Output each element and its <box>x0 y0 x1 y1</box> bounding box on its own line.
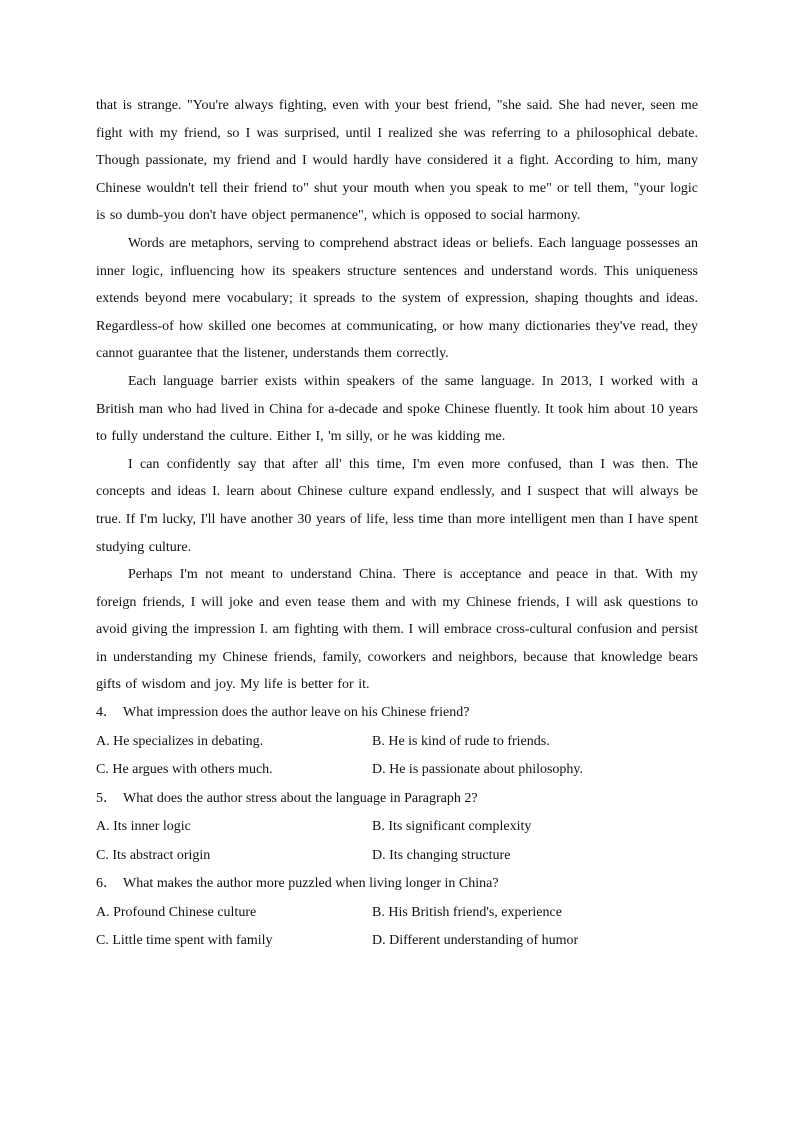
question-4 <box>96 699 698 785</box>
question-stem <box>96 870 698 899</box>
paragraph-2: Words are metaphors, serving to comprehend abstract ideas or beliefs. Each language possesses an inner logic, influencing how its speakers structure sentences and understand words. This uniqueness extends beyond mere vocabulary; it spreads to the system of expression, shaping thoughts and ideas. Regardless-of how skilled one becomes at communicating, or how many dictionaries they've read, they cannot guarantee that the listener, understands them correctly. <box>96 235 698 362</box>
options <box>96 899 698 956</box>
passage <box>96 92 698 699</box>
question-stem <box>96 699 698 728</box>
options <box>96 813 698 870</box>
question-text: What impression does the author leave on his Chinese friend? <box>123 705 470 721</box>
option-d: D. Its changing structure <box>372 847 511 863</box>
paragraph-5: Perhaps I'm not meant to understand China. There is acceptance and peace in that. With my foreign friends, I will joke and even tease them and with my Chinese friends, I will ask questions to avoid giving the impression I. am fighting with them. I will embrace cross-cultural confusion and persist in understanding my Chinese friends, family, coworkers and neighbors, because that knowledge bears gifts of wisdom and joy. My life is better for it. <box>96 567 698 693</box>
paragraph-4: I can confidently say that after all' this time, I'm even more confused, than I was then. The concepts and ideas I. learn about Chinese culture expand endlessly, and I suspect that will always be true. If I'm lucky, I'll have another 30 years of life, less time than more intelligent men than I have spent studying culture. <box>96 456 698 555</box>
option-b: B. His British friend's, experience <box>372 904 562 920</box>
question-number: 5． <box>96 790 117 806</box>
option-d: D. Different understanding of humor <box>372 933 579 949</box>
option-d: D. He is passionate about philosophy. <box>372 762 584 778</box>
question-5 <box>96 785 698 871</box>
question-text: What makes the author more puzzled when living longer in China? <box>123 876 499 892</box>
options <box>96 728 698 785</box>
question-6 <box>96 870 698 956</box>
option-b: B. He is kind of rude to friends. <box>372 733 550 749</box>
option-c: C. Little time spent with family <box>96 933 273 949</box>
document-page <box>96 92 698 956</box>
paragraph-1: that is strange. "You're always fighting, even with your best friend, "she said. She had never, seen me fight with my friend, so I was surprised, until I realized she was referring to a philosophical debate. Though passionate, my friend and I would hardly have considered it a fight. According to him, many Chinese wouldn't tell their friend to" shut your mouth when you speak to me" or tell them, "your logic is so dumb-you don't have object permanence", which is opposed to social harmony. <box>96 98 698 224</box>
question-number: 6． <box>96 876 117 892</box>
option-b: B. Its significant complexity <box>372 819 532 835</box>
paragraph-3: Each language barrier exists within speakers of the same language. In 2013, I worked with a British man who had lived in China for a-decade and spoke Chinese fluently. It took him about 10 years to fully understand the culture. Either I, 'm silly, or he was kidding me. <box>96 373 698 445</box>
question-text: What does the author stress about the language in Paragraph 2? <box>123 790 478 806</box>
question-number: 4． <box>96 705 117 721</box>
option-c: C. He argues with others much. <box>96 762 273 778</box>
question-stem <box>96 785 698 814</box>
option-a: A. Profound Chinese culture <box>96 904 257 920</box>
option-a: A. Its inner logic <box>96 819 191 835</box>
option-c: C. Its abstract origin <box>96 847 211 863</box>
option-a: A. He specializes in debating. <box>96 733 264 749</box>
